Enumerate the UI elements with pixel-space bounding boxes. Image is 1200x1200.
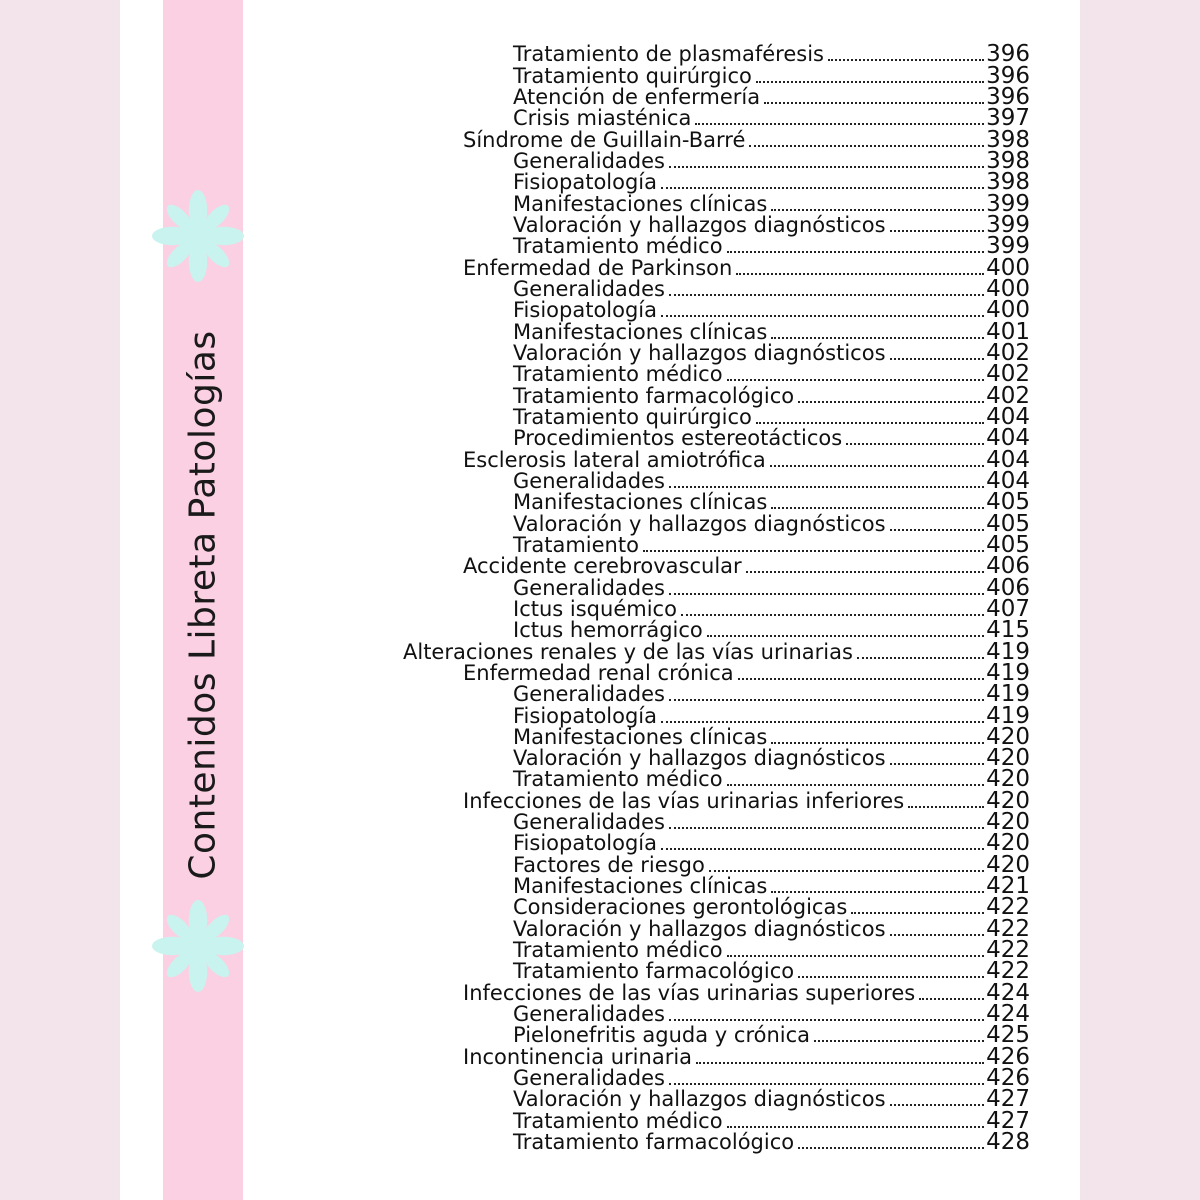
dot-leader (798, 1147, 984, 1149)
toc-entry-label: Tratamiento quirúrgico (513, 63, 752, 88)
toc-entry-label: Enfermedad de Parkinson (463, 255, 733, 280)
toc-entry-page: 422 (986, 958, 1030, 985)
toc-entry (280, 105, 1030, 132)
toc-entry-page: 420 (986, 787, 1030, 814)
toc-entry-label: Tratamiento quirúrgico (513, 404, 752, 429)
toc-entry (280, 638, 1030, 665)
toc-entry-page: 405 (986, 489, 1030, 516)
toc-entry-label: Tratamiento médico (513, 234, 723, 259)
toc-entry (280, 809, 1030, 836)
toc-entry-page: 426 (986, 1065, 1030, 1092)
toc-entry (280, 446, 1030, 473)
toc-entry-label: Generalidades (513, 1066, 665, 1091)
dot-leader (749, 145, 984, 147)
toc-entry-label: Valoración y hallazgos diagnósticos (513, 746, 886, 771)
toc-entry-label: Manifestaciones clínicas (513, 874, 768, 899)
dot-leader (669, 827, 984, 829)
toc-entry-label: Manifestaciones clínicas (513, 490, 768, 515)
toc-entry (280, 1001, 1030, 1028)
toc-entry (280, 41, 1030, 68)
dot-leader (771, 891, 984, 893)
toc-entry-page: 406 (986, 553, 1030, 580)
toc-entry-page: 406 (986, 574, 1030, 601)
toc-entry-page: 425 (986, 1022, 1030, 1049)
toc-entry (280, 467, 1030, 494)
dot-leader (661, 187, 984, 189)
toc-entry (280, 126, 1030, 153)
toc-entry-page: 427 (986, 1086, 1030, 1113)
toc-entry-label: Generalidades (513, 468, 665, 493)
toc-entry-label: Tratamiento de plasmaféresis (513, 42, 824, 67)
dot-leader (771, 742, 984, 744)
toc-entry-page: 404 (986, 425, 1030, 452)
toc-entry-page: 400 (986, 275, 1030, 302)
toc-entry-page: 396 (986, 83, 1030, 110)
toc-entry-page: 398 (986, 126, 1030, 153)
dot-leader (727, 1126, 984, 1128)
dot-leader (707, 635, 984, 637)
toc-entry (280, 1043, 1030, 1070)
toc-entry (280, 211, 1030, 238)
toc-entry (280, 1022, 1030, 1049)
toc-entry-label: Tratamiento farmacológico (513, 1130, 795, 1155)
toc-entry (280, 830, 1030, 857)
toc-entry-label: Pielonefritis aguda y crónica (513, 1023, 811, 1048)
toc-entry-label: Valoración y hallazgos diagnósticos (513, 212, 886, 237)
toc-entry (280, 659, 1030, 686)
toc-entry-page: 404 (986, 403, 1030, 430)
dot-leader (669, 1083, 984, 1085)
toc-entry-label: Síndrome de Guillain-Barré (463, 127, 746, 152)
dot-leader (771, 209, 984, 211)
toc-entry-page: 420 (986, 745, 1030, 772)
toc-entry (280, 425, 1030, 452)
notebook-page (120, 0, 1080, 1200)
dot-leader (890, 1104, 984, 1106)
toc-entry-page: 404 (986, 467, 1030, 494)
toc-entry (280, 595, 1030, 622)
toc-entry-label: Tratamiento farmacológico (513, 959, 795, 984)
toc-entry-page: 396 (986, 41, 1030, 68)
dot-leader (756, 422, 984, 424)
dot-leader (736, 273, 984, 275)
dot-leader (919, 998, 984, 1000)
toc-entry (280, 617, 1030, 644)
toc-entry (280, 745, 1030, 772)
toc-entry-page: 415 (986, 617, 1030, 644)
toc-entry-label: Esclerosis lateral amiotrófica (463, 447, 766, 472)
toc-entry-label: Fisiopatología (513, 831, 658, 856)
toc-entry-page: 420 (986, 851, 1030, 878)
toc-entry-page: 401 (986, 318, 1030, 345)
dot-leader (727, 784, 984, 786)
toc-entry-page: 419 (986, 702, 1030, 729)
dot-leader (890, 763, 984, 765)
toc-entry (280, 702, 1030, 729)
toc-entry-label: Fisiopatología (513, 170, 658, 195)
toc-entry-label: Generalidades (513, 575, 665, 600)
toc-entry (280, 873, 1030, 900)
toc-entry-page: 402 (986, 361, 1030, 388)
toc-entry-page: 400 (986, 297, 1030, 324)
toc-entry (280, 574, 1030, 601)
toc-entry-label: Infecciones de las vías urinarias inferiores (463, 788, 905, 813)
toc-entry-page: 419 (986, 659, 1030, 686)
toc-entry-page: 422 (986, 915, 1030, 942)
toc-entry-label: Fisiopatología (513, 703, 658, 728)
dot-leader (669, 593, 984, 595)
toc-entry (280, 1129, 1030, 1156)
toc-entry-page: 427 (986, 1107, 1030, 1134)
toc-entry-page: 402 (986, 339, 1030, 366)
toc-entry (280, 1107, 1030, 1134)
dot-leader (890, 230, 984, 232)
toc-entry-label: Ictus hemorrágico (513, 618, 703, 643)
dot-leader (695, 123, 984, 125)
dot-leader (846, 443, 984, 445)
table-of-contents (280, 41, 1030, 1156)
toc-entry-page: 420 (986, 809, 1030, 836)
toc-entry-label: Valoración y hallazgos diagnósticos (513, 1087, 886, 1112)
dot-leader (727, 251, 984, 253)
toc-entry-label: Tratamiento médico (513, 1108, 723, 1133)
toc-entry (280, 361, 1030, 388)
toc-entry-page: 405 (986, 510, 1030, 537)
toc-entry (280, 318, 1030, 345)
dot-leader (669, 486, 984, 488)
dot-leader (727, 955, 984, 957)
dot-leader (709, 870, 984, 872)
dot-leader (857, 657, 984, 659)
toc-entry-label: Generalidades (513, 276, 665, 301)
toc-entry-page: 419 (986, 638, 1030, 665)
toc-entry (280, 62, 1030, 89)
toc-entry-label: Fisiopatología (513, 298, 658, 323)
toc-entry (280, 915, 1030, 942)
toc-entry (280, 1065, 1030, 1092)
dot-leader (669, 1019, 984, 1021)
toc-entry-page: 405 (986, 531, 1030, 558)
dot-leader (908, 806, 984, 808)
toc-entry (280, 190, 1030, 217)
toc-entry (280, 169, 1030, 196)
toc-entry (280, 681, 1030, 708)
dot-leader (661, 721, 984, 723)
toc-entry-label: Procedimientos estereotácticos (513, 426, 843, 451)
toc-entry-label: Consideraciones gerontológicas (513, 895, 848, 920)
toc-entry-page: 399 (986, 190, 1030, 217)
toc-entry (280, 723, 1030, 750)
toc-entry-page: 424 (986, 1001, 1030, 1028)
flower-icon (152, 900, 244, 992)
toc-entry-page: 404 (986, 446, 1030, 473)
toc-entry-label: Tratamiento farmacológico (513, 383, 795, 408)
toc-entry-page: 399 (986, 233, 1030, 260)
toc-entry-label: Generalidades (513, 810, 665, 835)
toc-entry-page: 420 (986, 766, 1030, 793)
toc-entry (280, 382, 1030, 409)
dot-leader (770, 465, 984, 467)
toc-entry (280, 297, 1030, 324)
toc-entry-label: Generalidades (513, 682, 665, 707)
dot-leader (828, 59, 984, 61)
toc-entry (280, 766, 1030, 793)
toc-entry-label: Atención de enfermería (513, 84, 761, 109)
toc-entry (280, 531, 1030, 558)
dot-leader (814, 1040, 984, 1042)
toc-entry-page: 421 (986, 873, 1030, 900)
toc-entry-label: Tratamiento médico (513, 767, 723, 792)
toc-entry-page: 407 (986, 595, 1030, 622)
sidebar-title: Contenidos Libreta Patologías (182, 330, 224, 880)
toc-entry (280, 894, 1030, 921)
dot-leader (890, 529, 984, 531)
toc-entry-page: 422 (986, 937, 1030, 964)
toc-entry (280, 851, 1030, 878)
dot-leader (771, 507, 984, 509)
dot-leader (764, 102, 984, 104)
toc-entry (280, 275, 1030, 302)
dot-leader (890, 934, 984, 936)
toc-entry-label: Valoración y hallazgos diagnósticos (513, 511, 886, 536)
toc-entry (280, 1086, 1030, 1113)
toc-entry-page: 397 (986, 105, 1030, 132)
toc-entry-label: Crisis miasténica (513, 106, 692, 131)
toc-entry-label: Generalidades (513, 148, 665, 173)
toc-entry-label: Infecciones de las vías urinarias superiores (463, 980, 916, 1005)
toc-entry (280, 147, 1030, 174)
toc-entry (280, 403, 1030, 430)
toc-entry-page: 396 (986, 62, 1030, 89)
toc-entry (280, 958, 1030, 985)
dot-leader (669, 294, 984, 296)
dot-leader (756, 81, 984, 83)
dot-leader (738, 678, 984, 680)
toc-entry-label: Valoración y hallazgos diagnósticos (513, 340, 886, 365)
toc-entry-label: Manifestaciones clínicas (513, 319, 768, 344)
toc-entry-page: 402 (986, 382, 1030, 409)
toc-entry-page: 422 (986, 894, 1030, 921)
toc-entry (280, 339, 1030, 366)
toc-entry-label: Incontinencia urinaria (463, 1044, 693, 1069)
toc-entry (280, 979, 1030, 1006)
toc-entry-page: 428 (986, 1129, 1030, 1156)
toc-entry-page: 400 (986, 254, 1030, 281)
toc-entry-page: 420 (986, 723, 1030, 750)
toc-entry (280, 254, 1030, 281)
toc-entry (280, 489, 1030, 516)
dot-leader (727, 379, 984, 381)
toc-entry-page: 399 (986, 211, 1030, 238)
toc-entry (280, 83, 1030, 110)
dot-leader (851, 912, 984, 914)
dot-leader (681, 614, 984, 616)
toc-entry-page: 398 (986, 147, 1030, 174)
dot-leader (746, 571, 984, 573)
dot-leader (643, 550, 984, 552)
toc-entry-page: 398 (986, 169, 1030, 196)
dot-leader (798, 976, 984, 978)
toc-entry-label: Factores de riesgo (513, 852, 705, 877)
toc-entry-page: 420 (986, 830, 1030, 857)
dot-leader (798, 401, 984, 403)
toc-entry-label: Accidente cerebrovascular (463, 554, 742, 579)
toc-entry-label: Manifestaciones clínicas (513, 724, 768, 749)
dot-leader (771, 337, 984, 339)
dot-leader (696, 1062, 984, 1064)
toc-entry-label: Enfermedad renal crónica (463, 660, 734, 685)
toc-entry-label: Valoración y hallazgos diagnósticos (513, 916, 886, 941)
toc-entry-page: 426 (986, 1043, 1030, 1070)
toc-entry (280, 233, 1030, 260)
dot-leader (669, 699, 984, 701)
toc-entry-page: 424 (986, 979, 1030, 1006)
toc-entry (280, 510, 1030, 537)
toc-entry (280, 553, 1030, 580)
dot-leader (661, 315, 984, 317)
toc-entry-label: Alteraciones renales y de las vías urinarias (403, 639, 853, 664)
toc-entry (280, 937, 1030, 964)
dot-leader (661, 848, 984, 850)
toc-entry-page: 419 (986, 681, 1030, 708)
flower-icon (152, 190, 244, 282)
toc-entry (280, 787, 1030, 814)
dot-leader (890, 358, 984, 360)
dot-leader (669, 166, 984, 168)
toc-entry-label: Generalidades (513, 1002, 665, 1027)
toc-entry-label: Ictus isquémico (513, 596, 677, 621)
toc-entry-label: Manifestaciones clínicas (513, 191, 768, 216)
toc-entry-label: Tratamiento médico (513, 938, 723, 963)
toc-entry-label: Tratamiento médico (513, 362, 723, 387)
toc-entry-label: Tratamiento (513, 532, 639, 557)
